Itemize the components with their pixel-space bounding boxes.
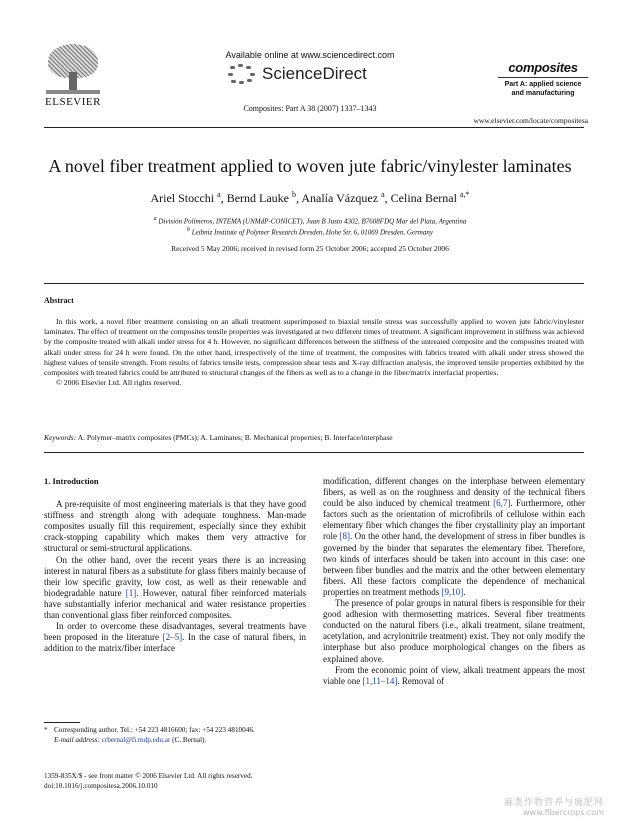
received-dates: Received 5 May 2006; received in revised form 25 October 2006; accepted 25 October 2006 [171,244,449,253]
affiliation-a: $^a$ División Polímeros, INTEMA (UNMdP-CONICET), Juan B Justo 4302, B7608FDQ Mar del Plata, Argentina [153,216,467,226]
journal-reference: Composites: Part A 38 (2007) 1337–1343 [243,104,377,113]
author-name: Analía Vázquez [301,191,379,205]
journal-name: composites [508,60,578,75]
author-affil-mark: a [381,190,385,199]
available-online: Available online at www.sciencedirect.com [225,50,395,60]
keywords-label: Keywords: [44,433,77,442]
watermark-url: www.fibercrops.com [523,808,604,817]
journal-url[interactable]: www.elsevier.com/locate/compositesa [473,116,588,125]
footnote-divider [44,722,80,723]
corresponding-author: Corresponding author. Tel.: +54 223 4816600; fax: +54 223 4810046. [54,726,255,734]
issn-block [44,772,344,791]
sciencedirect-logo [228,64,367,84]
paragraph: On the other hand, over the recent years there is an increasing interest in natural fibers as a substitute for glass fibers mainly because of their low specific gravity, low cost, as well as their renewable and biodegradable nature [1]. However, natural fiber reinforced materials have substantially inferior mechanical and water resistance properties than conventional glass fiber reinforced composites. [44,554,307,621]
body-column-left [44,476,306,654]
journal-logo [498,60,588,98]
citation-link[interactable]: [6,7] [493,498,511,509]
article-title: A novel fiber treatment applied to woven jute fabric/vinylester laminates [48,156,572,176]
abstract-text: In this work, a novel fiber treatment consisting on an alkali treatment superimposed to biaxial tensile stress was successfully applied to woven jute fabric/vinylester laminates. The effect of treatment on the composites tensile properties was investigated at two different times of treatment. A significant improvement in stiffness was achieved by the composite treated with alkali under stress for 4 h. However, no significant differences between the stiffness of the untreated composite and the composites treated with alkali under stress for 24 h were found. On the other hand, irrespectively of the time of treatment, the composites with fabrics treated with alkali under stress showed the highest values of tensile strength. From results of fabrics tensile tests, compression shear tests and X-ray diffraction analysis, the improved tensile properties exhibited by the composites with treated fabrics could be attributed to structural changes of the fibers as well as to a change in the fiber/matrix interfacial properties. [44,317,584,378]
citation-link[interactable]: [8] [339,531,350,542]
publisher-name: ELSEVIER [45,96,101,108]
author-list: Ariel Stocchi $^a$, Bernd Lauke $^b$, Analía Vázquez $^a$, Celina Bernal $^{a,*}$ [150,190,470,205]
body-column-right [323,476,585,687]
watermark-text: 麻类作物营养与施肥网 [503,798,604,808]
watermark [504,795,604,817]
citation-link[interactable]: [2–5] [162,632,183,643]
keywords-list: A. Polymer–matrix composites (PMCs); A. Laminates; B. Mechanical properties; B. Interface/interphase [77,433,393,442]
paragraph: A pre-requisite of most engineering materials is that they have good stiffness and strength along with adequate toughness. Man-made composites usually fill this requirement, especially since they exhibit crack-stopping capability which makes them very attractive for structural or semi-structural applications. [44,499,306,554]
sciencedirect-dots-icon [228,64,258,84]
abstract-top-divider [44,283,584,284]
author-affil-mark: b [292,190,296,199]
sciencedirect-wordmark: ScienceDirect [262,64,367,83]
abstract-body [44,317,584,388]
citation-link[interactable]: [9,10] [441,586,464,597]
author-name: Celina Bernal [390,191,457,205]
paragraph: From the economic point of view, alkali treatment appears the most viable one [1,11–14]. Removal of [323,664,585,686]
citation-link[interactable]: [1] [125,587,137,598]
email-label: E-mail address: [54,735,100,744]
paragraph: In order to overcome these disadvantages, several treatments have been proposed in the literature [2–5]. In the case of natural fibers, in addition to the matrix/fiber interface [44,621,306,654]
issn-line: 1359-835X/$ - see front matter © 2006 Elsevier Ltd. All rights reserved. [44,772,253,780]
author-name: Ariel Stocchi [150,191,215,205]
abstract-copyright: © 2006 Elsevier Ltd. All rights reserved. [56,378,182,388]
abstract-bottom-divider [44,452,584,453]
author-affil-mark: a [217,190,221,199]
corresponding-author-footnote: * Corresponding author. Tel.: +54 223 4816600; fax: +54 223 4810046. E-mail address: crbernal@fi.mdp.edu.ar (C. Bernal). [44,726,255,744]
paragraph: modification, different changes on the interphase between elementary fibers, as well as on the roughness and density of the technical fibers could be also induced by chemical treatment [6,7]. Furthermore, other factors such as the orientation of microfibrils of cellulose within each elementary fiber which changes the fiber crystallinity play an important role [8]. On the other hand, the development of stress in fiber bundles is governed by the binder that separates the elementary fiber. Therefore, two kinds of interfaces should be taken into account in this case: one between fiber bundles and the matrix and the other between elementary fibers. All these factors complicate the dependence of mechanical properties on treatment methods [9,10]. [323,476,585,597]
email-link[interactable]: crbernal@fi.mdp.edu.ar [101,735,171,744]
section-heading: 1. Introduction [44,476,99,486]
header-divider [44,127,584,128]
journal-subtitle-2: and manufacturing [511,90,575,97]
citation-link[interactable]: [1,11–14] [362,675,398,686]
affiliation-b: $^b$ Leibniz Institute of Polymer Research Dresden, Hohe Str. 6, 01069 Dresden, Germany [187,227,433,237]
author-name: Bernd Lauke [226,191,289,205]
paragraph: The presence of polar groups in natural fibers is responsible for their good adhesion with thermosetting matrices. Several fiber treatments conducted on the natural fibers (i.e., alkali treatment, silane treatment, acetylation, and acrylonitrile treatment) exist. They not only modify the interphase but also produce morphological changes on the fibers as explained above. [323,598,585,664]
author-affil-mark: a,* [459,190,470,199]
keywords [44,433,584,442]
doi-line: doi:10.1016/j.compositesa.2006.10.010 [44,781,158,790]
footnote-mark: * [44,726,48,734]
journal-subtitle-1: Part A: applied science [504,81,582,88]
abstract-heading: Abstract [44,296,74,305]
